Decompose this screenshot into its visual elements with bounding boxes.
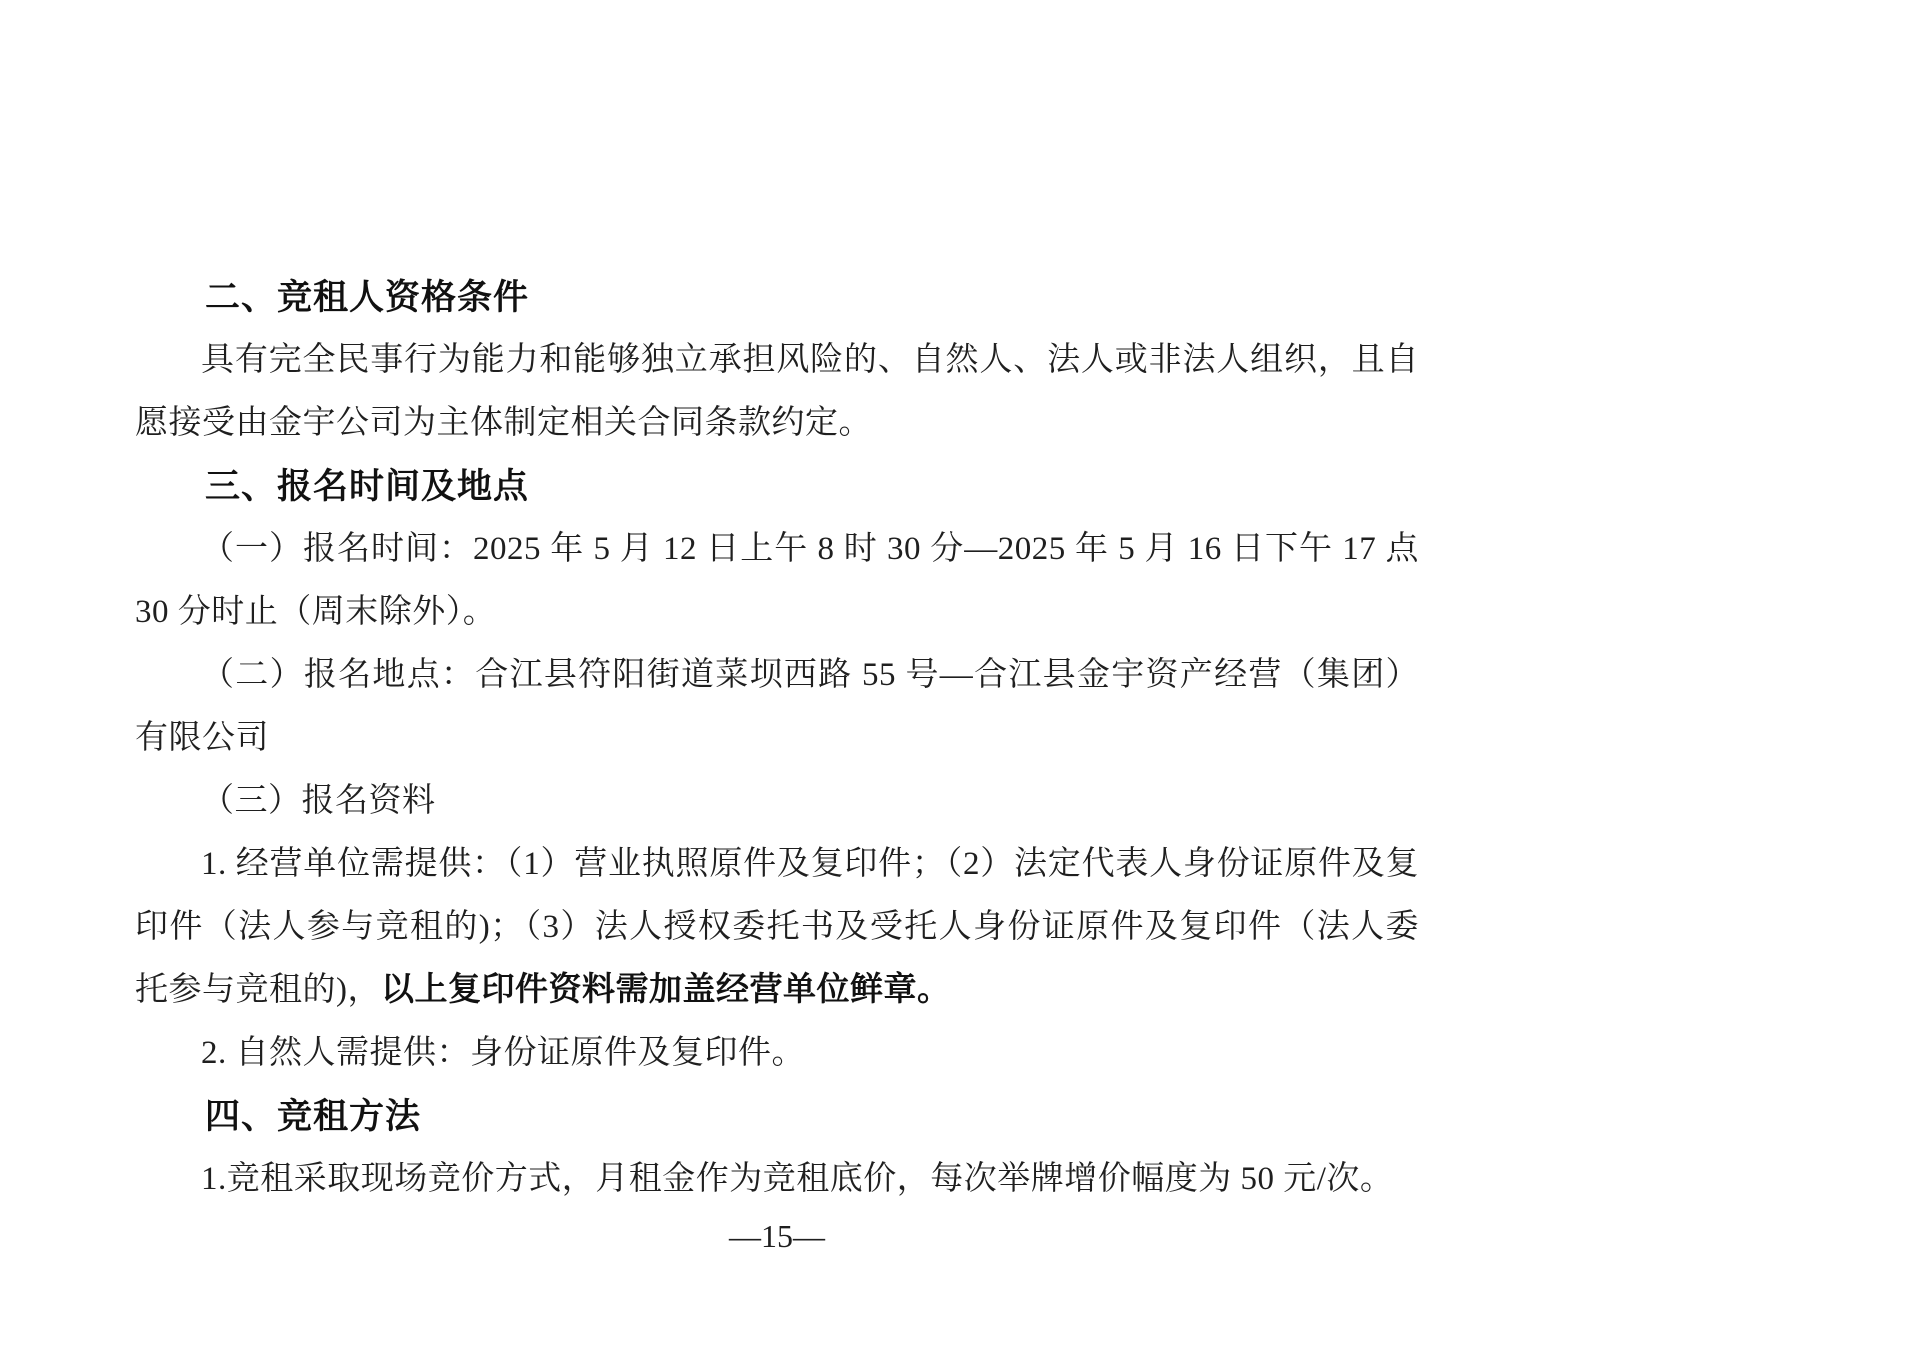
paragraph-registration-time: （一）报名时间：2025 年 5 月 12 日上午 8 时 30 分—2025 年 5 月 16 日下午 17 点 30 分时止（周末除外）。 — [135, 531, 1419, 630]
page-number: —15— — [729, 1218, 825, 1254]
section-heading-registration-time-location: 三、报名时间及地点 — [205, 467, 530, 506]
section-heading-bidder-qualification: 二、竞租人资格条件 — [205, 278, 530, 317]
paragraph-registration-materials-heading: （三）报名资料 — [201, 783, 436, 819]
paragraph-qualification-text: 具有完全民事行为能力和能够独立承担风险的、自然人、法人或非法人组织，且自愿接受由金宇公司为主体制定相关合同条款约定。 — [135, 342, 1419, 441]
paragraph-bidding-method-detail: 1.竞租采取现场竞价方式，月租金作为竞租底价，每次举牌增价幅度为 50 元/次。 — [201, 1161, 1394, 1197]
paragraph-business-unit-materials-emphasis: 以上复印件资料需加盖经营单位鲜章。 — [381, 972, 951, 1008]
document-content — [135, 266, 1419, 1211]
section-heading-bidding-method: 四、竞租方法 — [205, 1097, 422, 1136]
paragraph-registration-location: （二）报名地点：合江县符阳街道菜坝西路 55 号—合江县金宇资产经营（集团）有限公司 — [135, 657, 1419, 756]
paragraph-business-unit-materials-text: 1. 经营单位需提供：（1）营业执照原件及复印件；（2）法定代表人身份证原件及复印件（法人参与竞租的)；（3）法人授权委托书及受托人身份证原件及复印件（法人委托参与竞租的)， — [135, 846, 1419, 1008]
paragraph-natural-person-materials: 2. 自然人需提供：身份证原件及复印件。 — [201, 1035, 805, 1071]
paragraph-business-unit-materials — [135, 833, 1419, 1022]
